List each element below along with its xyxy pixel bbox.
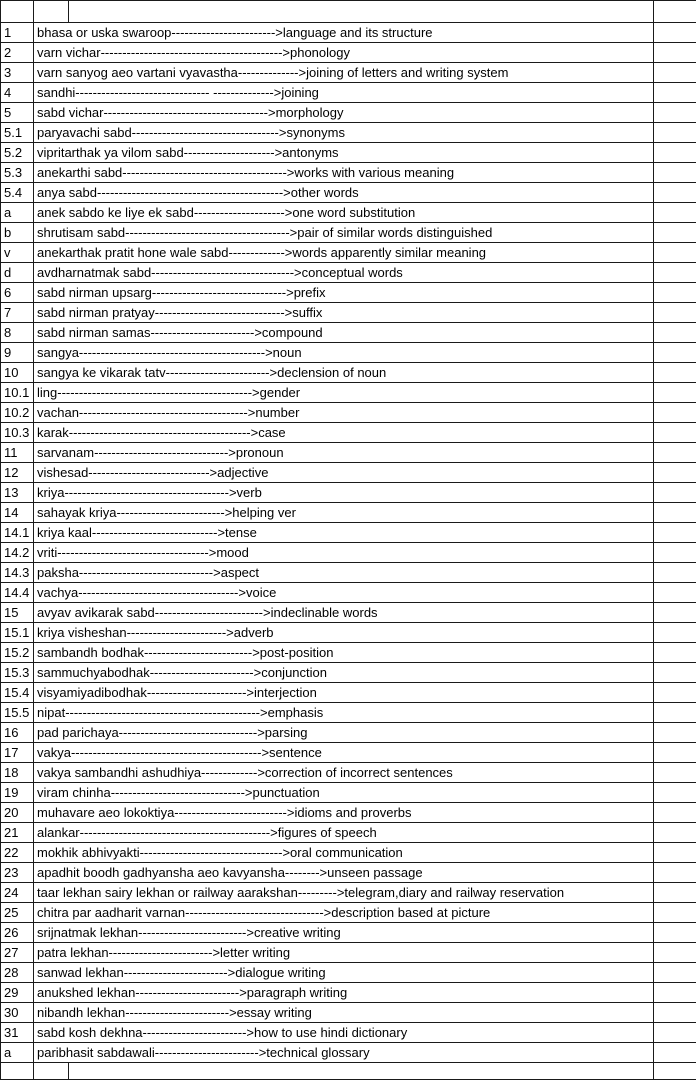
row-number-cell[interactable]: 26 [1,923,34,943]
cell[interactable] [1,1063,34,1080]
topic-cell[interactable]: kriya visheshan----------------------->adverb [34,623,654,643]
cell[interactable] [654,843,696,863]
cell[interactable] [654,1043,696,1063]
table-row [1,263,696,283]
table-row [1,863,696,883]
table-row [1,1003,696,1023]
topic-cell[interactable]: sangya ke vikarak tatv------------------------>declension of noun [34,363,654,383]
cell[interactable] [654,683,696,703]
row-number-cell[interactable]: 14.3 [1,563,34,583]
blank-row [1,1063,696,1080]
table-row [1,723,696,743]
topic-cell[interactable]: sarvanam------------------------------->pronoun [34,443,654,463]
table-row [1,183,696,203]
cell[interactable] [654,303,696,323]
row-number-cell[interactable]: 5.4 [1,183,34,203]
cell[interactable] [654,163,696,183]
row-number-cell[interactable]: 6 [1,283,34,303]
topic-cell[interactable]: srijnatmak lekhan------------------------->creative writing [34,923,654,943]
cell[interactable] [654,723,696,743]
topic-cell[interactable]: pad parichaya-------------------------------->parsing [34,723,654,743]
row-number-cell[interactable]: 21 [1,823,34,843]
table-row [1,103,696,123]
cell[interactable] [654,923,696,943]
cell[interactable] [654,443,696,463]
cell[interactable] [654,123,696,143]
row-number-cell[interactable]: 15 [1,603,34,623]
row-number-cell[interactable]: 14.2 [1,543,34,563]
table-row [1,763,696,783]
table-row [1,963,696,983]
cell[interactable] [654,183,696,203]
row-number-cell[interactable]: 14.1 [1,523,34,543]
table-row [1,423,696,443]
topic-cell[interactable]: avdharnatmak sabd--------------------------------->conceptual words [34,263,654,283]
row-number-cell[interactable]: 22 [1,843,34,863]
topic-cell[interactable]: vachan--------------------------------------->number [34,403,654,423]
topic-cell[interactable]: sabd nirman samas------------------------>compound [34,323,654,343]
cell[interactable] [34,1063,69,1080]
cell[interactable] [654,743,696,763]
cell[interactable] [69,1,654,23]
table-row [1,1043,696,1063]
row-number-cell[interactable]: 5 [1,103,34,123]
cell[interactable] [654,1,696,23]
cell[interactable] [654,643,696,663]
table-row [1,683,696,703]
row-number-cell[interactable]: a [1,203,34,223]
row-number-cell[interactable]: 15.1 [1,623,34,643]
topic-cell[interactable]: sammuchyabodhak------------------------>conjunction [34,663,654,683]
topic-cell[interactable]: ling--------------------------------------------->gender [34,383,654,403]
cell[interactable] [1,1,34,23]
table-row [1,603,696,623]
row-number-cell[interactable]: 10 [1,363,34,383]
cell[interactable] [654,483,696,503]
topic-cell[interactable]: taar lekhan sairy lekhan or railway aarakshan--------->telegram,diary and railway reservation [34,883,654,903]
row-number-cell[interactable]: 8 [1,323,34,343]
row-number-cell[interactable]: 31 [1,1023,34,1043]
table-row [1,523,696,543]
row-number-cell[interactable]: 5.3 [1,163,34,183]
row-number-cell[interactable]: 1 [1,23,34,43]
cell[interactable] [69,1063,654,1080]
table-row [1,943,696,963]
cell[interactable] [654,463,696,483]
topic-cell[interactable]: viram chinha------------------------------->punctuation [34,783,654,803]
row-number-cell[interactable]: 16 [1,723,34,743]
topic-cell[interactable]: vakya sambandhi ashudhiya------------->correction of incorrect sentences [34,763,654,783]
table-row [1,543,696,563]
table-row [1,903,696,923]
grid-body [1,1,696,1080]
topic-cell[interactable]: sabd nirman upsarg------------------------------->prefix [34,283,654,303]
table-row [1,123,696,143]
topic-cell[interactable]: paksha------------------------------->aspect [34,563,654,583]
topic-cell[interactable]: vishesad---------------------------->adjective [34,463,654,483]
table-row [1,343,696,363]
row-number-cell[interactable]: 10.3 [1,423,34,443]
cell[interactable] [654,423,696,443]
topic-cell[interactable]: vachya------------------------------------->voice [34,583,654,603]
row-number-cell[interactable]: 10.2 [1,403,34,423]
table-row [1,983,696,1003]
table-row [1,823,696,843]
cell[interactable] [654,323,696,343]
row-number-cell[interactable]: 29 [1,983,34,1003]
row-number-cell[interactable]: 25 [1,903,34,923]
cell[interactable] [654,903,696,923]
row-number-cell[interactable]: 9 [1,343,34,363]
table-row [1,923,696,943]
cell[interactable] [34,1,69,23]
cell[interactable] [654,703,696,723]
topic-cell[interactable]: vipritarthak ya vilom sabd--------------------->antonyms [34,143,654,163]
topic-cell[interactable]: anya sabd------------------------------------------->other words [34,183,654,203]
table-row [1,243,696,263]
cell[interactable] [654,943,696,963]
topic-cell[interactable]: apadhit boodh gadhyansha aeo kavyansha-------->unseen passage [34,863,654,883]
topic-cell[interactable]: nibandh lekhan------------------------>essay writing [34,1003,654,1023]
topic-cell[interactable]: anekarthak pratit hone wale sabd------------->words apparently similar meaning [34,243,654,263]
cell[interactable] [654,383,696,403]
row-number-cell[interactable]: 2 [1,43,34,63]
topic-cell[interactable]: patra lekhan------------------------>letter writing [34,943,654,963]
table-row [1,303,696,323]
topic-cell[interactable]: avyav avikarak sabd------------------------->indeclinable words [34,603,654,623]
table-row [1,803,696,823]
cell[interactable] [654,243,696,263]
cell[interactable] [654,103,696,123]
cell[interactable] [654,823,696,843]
table-row [1,23,696,43]
cell[interactable] [654,963,696,983]
topic-cell[interactable]: sangya------------------------------------------->noun [34,343,654,363]
cell[interactable] [654,1063,696,1080]
topic-cell[interactable]: sahayak kriya------------------------->helping ver [34,503,654,523]
table-row [1,443,696,463]
cell[interactable] [654,363,696,383]
table-row [1,323,696,343]
table-row [1,743,696,763]
topic-cell[interactable]: chitra par aadharit varnan-------------------------------->description based at picture [34,903,654,923]
row-number-cell[interactable]: 3 [1,63,34,83]
table-row [1,43,696,63]
cell[interactable] [654,883,696,903]
cell[interactable] [654,543,696,563]
table-row [1,63,696,83]
topic-cell[interactable]: vriti----------------------------------->mood [34,543,654,563]
table-row [1,483,696,503]
row-number-cell[interactable]: 15.3 [1,663,34,683]
topic-cell[interactable]: sandhi------------------------------- -------------->joining [34,83,654,103]
cell[interactable] [654,803,696,823]
row-number-cell[interactable]: v [1,243,34,263]
row-number-cell[interactable]: 23 [1,863,34,883]
row-number-cell[interactable]: 27 [1,943,34,963]
row-number-cell[interactable]: 15.5 [1,703,34,723]
cell[interactable] [654,1023,696,1043]
table-row [1,203,696,223]
topic-cell[interactable]: varn vichar------------------------------------------>phonology [34,43,654,63]
row-number-cell[interactable]: b [1,223,34,243]
topic-cell[interactable]: visyamiyadibodhak----------------------->interjection [34,683,654,703]
row-number-cell[interactable]: a [1,1043,34,1063]
cell[interactable] [654,203,696,223]
cell[interactable] [654,23,696,43]
cell[interactable] [654,523,696,543]
cell[interactable] [654,63,696,83]
row-number-cell[interactable]: 18 [1,763,34,783]
table-row [1,143,696,163]
topic-cell[interactable]: kriya kaal----------------------------->tense [34,523,654,543]
topic-cell[interactable]: anukshed lekhan------------------------>paragraph writing [34,983,654,1003]
topic-cell[interactable]: sabd nirman pratyay------------------------------>suffix [34,303,654,323]
table-row [1,503,696,523]
row-number-cell[interactable]: 13 [1,483,34,503]
row-number-cell[interactable]: 15.4 [1,683,34,703]
table-row [1,163,696,183]
table-row [1,703,696,723]
cell[interactable] [654,663,696,683]
cell[interactable] [654,1003,696,1023]
table-row [1,663,696,683]
topic-cell[interactable]: sanwad lekhan------------------------>dialogue writing [34,963,654,983]
cell[interactable] [654,83,696,103]
row-number-cell[interactable]: 7 [1,303,34,323]
cell[interactable] [654,263,696,283]
topic-cell[interactable]: sambandh bodhak------------------------->post-position [34,643,654,663]
topic-cell[interactable]: paryavachi sabd---------------------------------->synonyms [34,123,654,143]
topic-cell[interactable]: karak------------------------------------------>case [34,423,654,443]
topic-cell[interactable]: shrutisam sabd-------------------------------------->pair of similar words distinguished [34,223,654,243]
table-row [1,843,696,863]
cell[interactable] [654,283,696,303]
row-number-cell[interactable]: 20 [1,803,34,823]
table-row [1,623,696,643]
row-number-cell[interactable]: 5.2 [1,143,34,163]
topic-cell[interactable]: nipat--------------------------------------------->emphasis [34,703,654,723]
table-row [1,563,696,583]
row-number-cell[interactable]: 14 [1,503,34,523]
row-number-cell[interactable]: 10.1 [1,383,34,403]
table-row [1,363,696,383]
topic-cell[interactable]: anek sabdo ke liye ek sabd--------------------->one word substitution [34,203,654,223]
cell[interactable] [654,583,696,603]
topic-cell[interactable]: vakya-------------------------------------------->sentence [34,743,654,763]
table-row [1,283,696,303]
topic-cell[interactable]: kriya-------------------------------------->verb [34,483,654,503]
topic-cell[interactable]: sabd vichar-------------------------------------->morphology [34,103,654,123]
row-number-cell[interactable]: 28 [1,963,34,983]
cell[interactable] [654,603,696,623]
row-number-cell[interactable]: 4 [1,83,34,103]
table-row [1,223,696,243]
cell[interactable] [654,563,696,583]
topic-cell[interactable]: paribhasit sabdawali------------------------>technical glossary [34,1043,654,1063]
topic-cell[interactable]: anekarthi sabd-------------------------------------->works with various meaning [34,163,654,183]
cell[interactable] [654,223,696,243]
table-row [1,463,696,483]
row-number-cell[interactable]: 12 [1,463,34,483]
table-row [1,883,696,903]
cell[interactable] [654,983,696,1003]
topic-cell[interactable]: varn sanyog aeo vartani vyavastha-------------->joining of letters and writing system [34,63,654,83]
row-number-cell[interactable]: 11 [1,443,34,463]
topic-cell[interactable]: sabd kosh dekhna------------------------>how to use hindi dictionary [34,1023,654,1043]
row-number-cell[interactable]: 30 [1,1003,34,1023]
table-row [1,643,696,663]
cell[interactable] [654,403,696,423]
cell[interactable] [654,763,696,783]
cell[interactable] [654,783,696,803]
row-number-cell[interactable]: d [1,263,34,283]
cell[interactable] [654,863,696,883]
table-row [1,583,696,603]
cell[interactable] [654,43,696,63]
row-number-cell[interactable]: 15.2 [1,643,34,663]
row-number-cell[interactable]: 17 [1,743,34,763]
topic-cell[interactable]: muhavare aeo lokoktiya-------------------------->idioms and proverbs [34,803,654,823]
row-number-cell[interactable]: 14.4 [1,583,34,603]
cell[interactable] [654,343,696,363]
cell[interactable] [654,623,696,643]
cell[interactable] [654,503,696,523]
blank-row [1,1,696,23]
topic-cell[interactable]: alankar-------------------------------------------->figures of speech [34,823,654,843]
table-row [1,1023,696,1043]
table-row [1,403,696,423]
table-row [1,383,696,403]
row-number-cell[interactable]: 5.1 [1,123,34,143]
topic-cell[interactable]: mokhik abhivyakti--------------------------------->oral communication [34,843,654,863]
row-number-cell[interactable]: 19 [1,783,34,803]
table-row [1,783,696,803]
row-number-cell[interactable]: 24 [1,883,34,903]
topic-cell[interactable]: bhasa or uska swaroop------------------------>language and its structure [34,23,654,43]
cell[interactable] [654,143,696,163]
table-row [1,83,696,103]
